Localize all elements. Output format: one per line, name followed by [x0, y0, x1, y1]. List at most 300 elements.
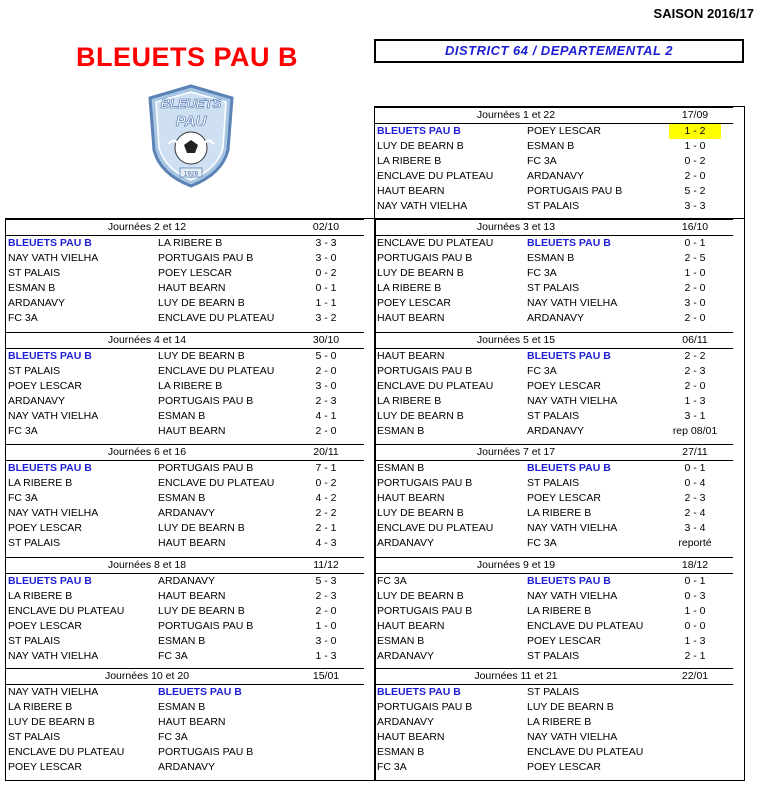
season-label: SAISON 2016/17	[653, 6, 754, 21]
round-date: 18/12	[655, 558, 733, 574]
home-team: LUY DE BEARN B	[377, 140, 464, 152]
away-team: LUY DE BEARN B	[158, 605, 245, 617]
match-score: 2 - 2	[684, 350, 706, 362]
match-row	[6, 266, 364, 281]
match-row	[375, 139, 733, 154]
round-label: Journées 6 et 16	[6, 445, 286, 461]
home-team: LA RIBERE B	[8, 477, 73, 489]
match-row	[375, 311, 733, 326]
home-team: LA RIBERE B	[377, 282, 442, 294]
away-team: ST PALAIS	[527, 650, 580, 662]
match-row	[375, 154, 733, 169]
match-row	[6, 536, 364, 551]
round-header	[6, 558, 364, 574]
round-header	[375, 445, 733, 461]
home-team: FC 3A	[377, 761, 407, 773]
match-row	[375, 619, 733, 634]
away-team: NAY VATH VIELHA	[527, 522, 618, 534]
match-score: 3 - 0	[315, 635, 337, 647]
away-team: FC 3A	[158, 650, 188, 662]
round-header	[6, 220, 364, 236]
away-team: POEY LESCAR	[527, 492, 601, 504]
away-team: BLEUETS PAU B	[527, 575, 611, 587]
away-team: ST PALAIS	[527, 410, 580, 422]
match-row	[6, 506, 364, 521]
match-score: 1 - 3	[684, 395, 706, 407]
match-row	[6, 491, 364, 506]
match-row	[6, 730, 364, 745]
match-score: 2 - 1	[684, 650, 706, 662]
away-team: LUY DE BEARN B	[158, 297, 245, 309]
match-row	[375, 506, 733, 521]
home-team: ARDANAVY	[377, 716, 434, 728]
away-team: ENCLAVE DU PLATEAU	[158, 365, 275, 377]
match-row	[6, 589, 364, 604]
match-score: 2 - 3	[684, 492, 706, 504]
away-team: FC 3A	[527, 365, 557, 377]
club-logo	[146, 84, 236, 188]
away-team: FC 3A	[158, 731, 188, 743]
away-team: FC 3A	[527, 267, 557, 279]
away-team: ESMAN B	[158, 492, 206, 504]
round-block	[6, 444, 364, 551]
match-row	[375, 251, 733, 266]
home-team: POEY LESCAR	[8, 761, 82, 773]
home-team: LA RIBERE B	[377, 395, 442, 407]
home-team: HAUT BEARN	[377, 350, 445, 362]
match-row	[375, 521, 733, 536]
home-team: NAY VATH VIELHA	[8, 650, 99, 662]
away-team: ENCLAVE DU PLATEAU	[158, 312, 275, 324]
home-team: HAUT BEARN	[377, 312, 445, 324]
home-team: PORTUGAIS PAU B	[377, 252, 473, 264]
away-team: LUY DE BEARN B	[158, 350, 245, 362]
match-score: rep 08/01	[672, 425, 718, 437]
match-row	[6, 281, 364, 296]
home-team: HAUT BEARN	[377, 620, 445, 632]
home-team: ST PALAIS	[8, 365, 61, 377]
match-row	[6, 349, 364, 365]
match-score: 2 - 0	[684, 312, 706, 324]
away-team: ST PALAIS	[527, 686, 580, 698]
home-team: ENCLAVE DU PLATEAU	[377, 522, 494, 534]
home-team: FC 3A	[8, 492, 38, 504]
match-score	[286, 760, 364, 775]
match-row	[375, 236, 733, 252]
match-score: 1 - 0	[684, 605, 706, 617]
away-team: PORTUGAIS PAU B	[158, 462, 254, 474]
home-team: ST PALAIS	[8, 537, 61, 549]
home-team: FC 3A	[377, 575, 407, 587]
match-row	[375, 649, 733, 664]
match-row	[6, 745, 364, 760]
away-team: NAY VATH VIELHA	[527, 590, 618, 602]
away-team: PORTUGAIS PAU B	[527, 185, 623, 197]
match-row	[6, 619, 364, 634]
match-row	[6, 461, 364, 477]
match-score: 0 - 1	[684, 575, 706, 587]
round-block	[6, 219, 364, 326]
match-score: 3 - 3	[315, 237, 337, 249]
home-team: PORTUGAIS PAU B	[377, 701, 473, 713]
away-team: FC 3A	[527, 155, 557, 167]
match-row	[375, 634, 733, 649]
match-score: 2 - 0	[684, 282, 706, 294]
home-team: ESMAN B	[377, 635, 425, 647]
away-team: LUY DE BEARN B	[527, 701, 614, 713]
home-team: POEY LESCAR	[8, 522, 82, 534]
highlighted-score: 1 - 2	[669, 124, 721, 139]
match-row	[375, 461, 733, 477]
round-header	[375, 108, 733, 124]
home-team: LUY DE BEARN B	[377, 590, 464, 602]
home-team: ENCLAVE DU PLATEAU	[377, 170, 494, 182]
away-team: BLEUETS PAU B	[527, 462, 611, 474]
match-score: 3 - 2	[315, 312, 337, 324]
away-team: HAUT BEARN	[158, 590, 226, 602]
away-team: ESMAN B	[158, 701, 206, 713]
match-row	[375, 424, 733, 439]
home-team: ENCLAVE DU PLATEAU	[8, 605, 125, 617]
match-score: 1 - 0	[684, 140, 706, 152]
away-team: LA RIBERE B	[158, 237, 223, 249]
away-team: ESMAN B	[527, 252, 575, 264]
match-score: 5 - 3	[315, 575, 337, 587]
away-team: ARDANAVY	[527, 425, 584, 437]
away-team: ST PALAIS	[527, 477, 580, 489]
away-team: ARDANAVY	[158, 507, 215, 519]
away-team: HAUT BEARN	[158, 716, 226, 728]
home-team: HAUT BEARN	[377, 731, 445, 743]
away-team: HAUT BEARN	[158, 537, 226, 549]
match-row	[375, 169, 733, 184]
away-team: LUY DE BEARN B	[158, 522, 245, 534]
round-header	[375, 333, 733, 349]
match-row	[6, 409, 364, 424]
match-row	[375, 349, 733, 365]
round-block	[375, 107, 733, 214]
home-team: POEY LESCAR	[8, 620, 82, 632]
round-label: Journées 8 et 18	[6, 558, 286, 574]
home-team: FC 3A	[8, 425, 38, 437]
home-team: HAUT BEARN	[377, 185, 445, 197]
home-team: ARDANAVY	[8, 297, 65, 309]
match-score: 0 - 1	[684, 237, 706, 249]
away-team: ESMAN B	[158, 410, 206, 422]
round-date: 06/11	[655, 333, 733, 349]
home-team: ESMAN B	[377, 746, 425, 758]
match-score: 2 - 3	[315, 395, 337, 407]
match-row	[6, 715, 364, 730]
match-score: 1 - 3	[684, 635, 706, 647]
round-block	[375, 668, 733, 775]
match-row	[375, 574, 733, 590]
round-label: Journées 5 et 15	[375, 333, 655, 349]
away-team: POEY LESCAR	[527, 761, 601, 773]
match-score: 2 - 0	[315, 605, 337, 617]
match-row	[375, 745, 733, 760]
home-team: POEY LESCAR	[377, 297, 451, 309]
round-block	[6, 332, 364, 439]
home-team: NAY VATH VIELHA	[8, 686, 99, 698]
match-score: 0 - 2	[315, 477, 337, 489]
round-header	[6, 445, 364, 461]
away-team: HAUT BEARN	[158, 425, 226, 437]
match-score: 2 - 4	[684, 507, 706, 519]
round-header	[6, 669, 364, 685]
away-team: PORTUGAIS PAU B	[158, 252, 254, 264]
away-team: LA RIBERE B	[527, 716, 592, 728]
home-team: ESMAN B	[8, 282, 56, 294]
match-score: 3 - 4	[684, 522, 706, 534]
away-team: ST PALAIS	[527, 200, 580, 212]
match-score: 0 - 2	[684, 155, 706, 167]
match-score	[655, 715, 733, 730]
match-score	[655, 700, 733, 715]
round-label: Journées 1 et 22	[375, 108, 655, 124]
away-team: PORTUGAIS PAU B	[158, 395, 254, 407]
away-team: ARDANAVY	[158, 575, 215, 587]
away-team: FC 3A	[527, 537, 557, 549]
match-row	[6, 311, 364, 326]
match-row	[6, 251, 364, 266]
match-score: 2 - 3	[315, 590, 337, 602]
match-row	[6, 296, 364, 311]
home-team: ENCLAVE DU PLATEAU	[8, 746, 125, 758]
away-team: PORTUGAIS PAU B	[158, 620, 254, 632]
match-score: 1 - 0	[315, 620, 337, 632]
home-team: ESMAN B	[377, 462, 425, 474]
match-row	[6, 394, 364, 409]
match-row	[375, 296, 733, 311]
home-team: LA RIBERE B	[8, 590, 73, 602]
away-team: BLEUETS PAU B	[158, 686, 242, 698]
match-score	[286, 745, 364, 760]
round-date: 27/11	[655, 445, 733, 461]
home-team: BLEUETS PAU B	[8, 575, 92, 587]
home-team: ST PALAIS	[8, 635, 61, 647]
home-team: NAY VATH VIELHA	[8, 252, 99, 264]
match-score: 7 - 1	[315, 462, 337, 474]
match-row	[375, 760, 733, 775]
match-row	[375, 700, 733, 715]
match-score: 1 - 1	[315, 297, 337, 309]
home-team: PORTUGAIS PAU B	[377, 477, 473, 489]
away-team: ESMAN B	[158, 635, 206, 647]
match-row	[6, 634, 364, 649]
match-score	[655, 745, 733, 760]
match-score: 3 - 0	[315, 380, 337, 392]
match-score: 2 - 0	[315, 365, 337, 377]
home-team: LUY DE BEARN B	[377, 267, 464, 279]
logo-year: 1928	[183, 170, 199, 178]
match-row	[6, 364, 364, 379]
home-team: ST PALAIS	[8, 731, 61, 743]
away-team: BLEUETS PAU B	[527, 350, 611, 362]
home-team: NAY VATH VIELHA	[377, 200, 468, 212]
round-block	[6, 557, 364, 664]
match-score: 2 - 2	[315, 507, 337, 519]
round-date: 15/01	[286, 669, 364, 685]
match-row	[375, 604, 733, 619]
away-team: ARDANAVY	[527, 312, 584, 324]
match-row	[6, 760, 364, 775]
match-score: 2 - 5	[684, 252, 706, 264]
away-team: LA RIBERE B	[527, 605, 592, 617]
round-date: 17/09	[655, 108, 733, 124]
match-row	[375, 409, 733, 424]
logo-text-mid: PAU	[175, 113, 207, 130]
home-team: FC 3A	[8, 312, 38, 324]
match-score: 4 - 2	[315, 492, 337, 504]
round-header	[375, 558, 733, 574]
round-date: 30/10	[286, 333, 364, 349]
away-team: LA RIBERE B	[527, 507, 592, 519]
round-date: 20/11	[286, 445, 364, 461]
home-team: BLEUETS PAU B	[8, 462, 92, 474]
home-team: ENCLAVE DU PLATEAU	[377, 380, 494, 392]
home-team: ARDANAVY	[377, 537, 434, 549]
round-label: Journées 9 et 19	[375, 558, 655, 574]
match-score: 0 - 2	[315, 267, 337, 279]
match-score	[286, 700, 364, 715]
match-score: 0 - 3	[684, 590, 706, 602]
match-row	[6, 685, 364, 701]
match-score: 1 - 0	[684, 267, 706, 279]
match-row	[6, 379, 364, 394]
home-team: POEY LESCAR	[8, 380, 82, 392]
match-score: reporté	[678, 537, 712, 549]
away-team: ESMAN B	[527, 140, 575, 152]
round-label: Journées 10 et 20	[6, 669, 286, 685]
round-date: 22/01	[655, 669, 733, 685]
away-team: ST PALAIS	[527, 282, 580, 294]
home-team: LUY DE BEARN B	[8, 716, 95, 728]
away-team: NAY VATH VIELHA	[527, 731, 618, 743]
match-score: 4 - 1	[315, 410, 337, 422]
round-block	[6, 668, 364, 775]
match-score	[286, 730, 364, 745]
round-date: 16/10	[655, 220, 733, 236]
match-row	[375, 184, 733, 199]
match-score: 2 - 0	[684, 170, 706, 182]
round-date: 02/10	[286, 220, 364, 236]
away-team: NAY VATH VIELHA	[527, 395, 618, 407]
home-team: ESMAN B	[377, 425, 425, 437]
round-header	[6, 333, 364, 349]
home-team: NAY VATH VIELHA	[8, 410, 99, 422]
match-row	[375, 730, 733, 745]
match-row	[375, 589, 733, 604]
home-team: LUY DE BEARN B	[377, 507, 464, 519]
match-score: 3 - 0	[315, 252, 337, 264]
round-block	[375, 219, 733, 326]
home-team: PORTUGAIS PAU B	[377, 605, 473, 617]
match-row	[375, 394, 733, 409]
home-team: LUY DE BEARN B	[377, 410, 464, 422]
round-label: Journées 2 et 12	[6, 220, 286, 236]
match-score: 0 - 1	[315, 282, 337, 294]
away-team: PORTUGAIS PAU B	[158, 746, 254, 758]
match-row	[375, 476, 733, 491]
round-label: Journées 11 et 21	[375, 669, 655, 685]
round-label: Journées 7 et 17	[375, 445, 655, 461]
match-score: 0 - 4	[684, 477, 706, 489]
match-score	[655, 730, 733, 745]
home-team: PORTUGAIS PAU B	[377, 365, 473, 377]
round-block	[375, 557, 733, 664]
home-team: LA RIBERE B	[8, 701, 73, 713]
match-score	[286, 685, 364, 701]
home-team: BLEUETS PAU B	[377, 686, 461, 698]
away-team: LA RIBERE B	[158, 380, 223, 392]
match-score: 3 - 0	[684, 297, 706, 309]
round-header	[375, 669, 733, 685]
match-row	[6, 476, 364, 491]
round-block	[375, 332, 733, 439]
match-score	[655, 124, 733, 140]
match-score	[655, 760, 733, 775]
match-row	[6, 236, 364, 252]
logo-text-top: BLEUETS	[160, 96, 222, 111]
away-team: POEY LESCAR	[527, 635, 601, 647]
match-row	[6, 521, 364, 536]
home-team: HAUT BEARN	[377, 492, 445, 504]
home-team: ARDANAVY	[377, 650, 434, 662]
home-team: ARDANAVY	[8, 395, 65, 407]
match-score: 2 - 0	[684, 380, 706, 392]
away-team: BLEUETS PAU B	[527, 237, 611, 249]
club-title: BLEUETS PAU B	[76, 42, 299, 72]
away-team: ENCLAVE DU PLATEAU	[527, 746, 644, 758]
match-row	[6, 700, 364, 715]
match-score: 1 - 3	[315, 650, 337, 662]
away-team: POEY LESCAR	[527, 380, 601, 392]
match-row	[375, 715, 733, 730]
away-team: ARDANAVY	[158, 761, 215, 773]
home-team: NAY VATH VIELHA	[8, 507, 99, 519]
home-team: ENCLAVE DU PLATEAU	[377, 237, 494, 249]
away-team: ENCLAVE DU PLATEAU	[158, 477, 275, 489]
match-row	[375, 536, 733, 551]
district-banner: DISTRICT 64 / DEPARTEMENTAL 2	[374, 39, 744, 63]
match-score: 4 - 3	[315, 537, 337, 549]
match-score: 5 - 2	[684, 185, 706, 197]
match-score: 0 - 1	[684, 462, 706, 474]
home-team: LA RIBERE B	[377, 155, 442, 167]
match-row	[6, 424, 364, 439]
match-row	[375, 379, 733, 394]
away-team: ENCLAVE DU PLATEAU	[527, 620, 644, 632]
match-score: 2 - 0	[315, 425, 337, 437]
round-label: Journées 3 et 13	[375, 220, 655, 236]
match-row	[375, 281, 733, 296]
round-label: Journées 4 et 14	[6, 333, 286, 349]
away-team: NAY VATH VIELHA	[527, 297, 618, 309]
match-row	[375, 685, 733, 701]
home-team: BLEUETS PAU B	[8, 237, 92, 249]
match-score: 0 - 0	[684, 620, 706, 632]
match-row	[6, 649, 364, 664]
round-block	[375, 444, 733, 551]
match-score: 2 - 3	[684, 365, 706, 377]
home-team: ST PALAIS	[8, 267, 61, 279]
match-row	[375, 199, 733, 214]
match-score	[655, 685, 733, 701]
match-row	[6, 574, 364, 590]
round-date: 11/12	[286, 558, 364, 574]
away-team: ARDANAVY	[527, 170, 584, 182]
